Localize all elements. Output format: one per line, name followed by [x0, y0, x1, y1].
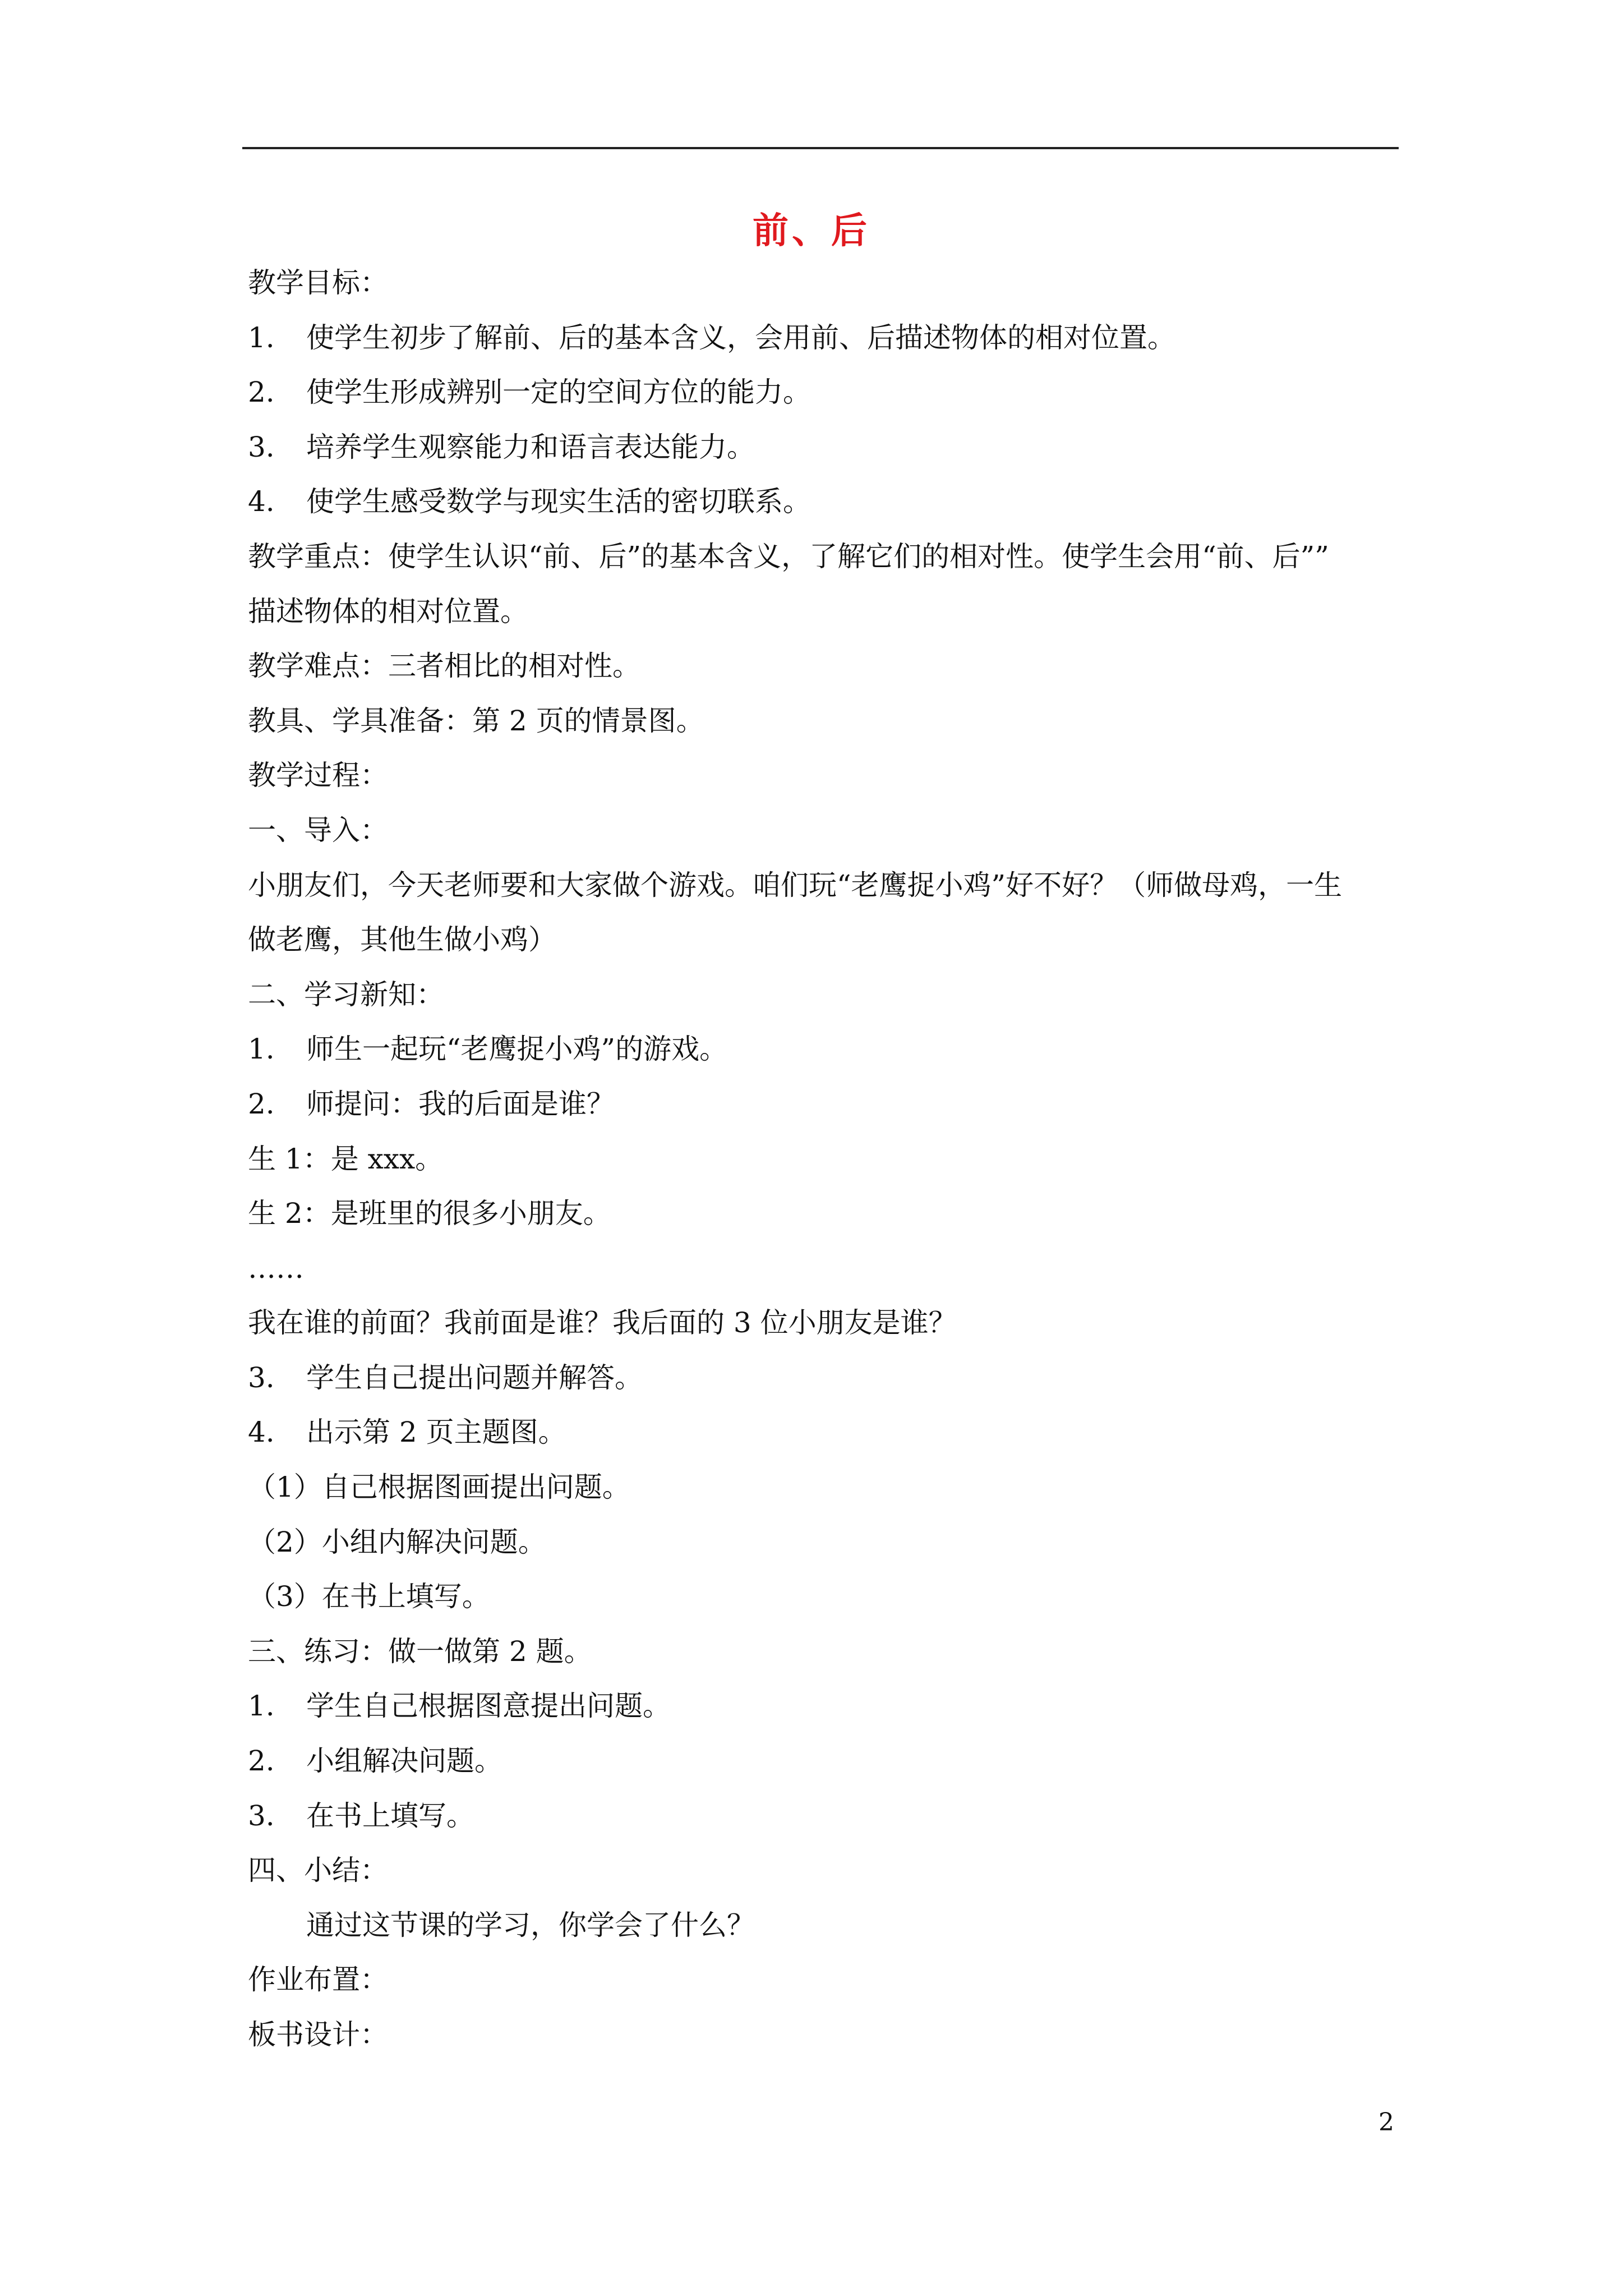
practice-heading: 三、练习：做一做第 2 题。 [248, 1635, 592, 1668]
header-rule [242, 147, 1399, 149]
practice-item: 3. 在书上填写。 [248, 1799, 474, 1832]
new-knowledge-item: 1. 师生一起玩“老鹰捉小鸡”的游戏。 [248, 1033, 728, 1066]
board-design-line: 板书设计： [248, 2018, 388, 2051]
intro-text: 小朋友们，今天老师要和大家做个游戏。咱们玩“老鹰捉小鸡”好不好？（师做母鸡，一生 [248, 868, 1343, 901]
new-knowledge-item: 3. 学生自己提出问题并解答。 [248, 1361, 643, 1394]
difficulty-line: 教学难点：三者相比的相对性。 [248, 650, 640, 683]
objective-item: 1. 使学生初步了解前、后的基本含义，会用前、后描述物体的相对位置。 [248, 321, 1175, 354]
objectives-heading: 教学目标： [248, 266, 388, 299]
sub-item: （3）在书上填写。 [248, 1580, 490, 1613]
tools-line: 教具、学具准备：第 2 页的情景图。 [248, 704, 704, 737]
new-knowledge-heading: 二、学习新知： [248, 978, 444, 1011]
intro-text: 做老鹰，其他生做小鸡） [248, 923, 556, 956]
practice-item: 2. 小组解决问题。 [248, 1745, 502, 1778]
question-line: 我在谁的前面？我前面是谁？我后面的 3 位小朋友是谁？ [248, 1306, 957, 1340]
page-title: 前、后 [753, 210, 870, 252]
key-points-line: 教学重点：使学生认识“前、后”的基本含义，了解它们的相对性。使学生会用“前、后”” [248, 540, 1329, 573]
student-answer: 生 2：是班里的很多小朋友。 [248, 1197, 611, 1230]
homework-line: 作业布置： [248, 1963, 388, 1996]
process-heading: 教学过程： [248, 759, 388, 792]
objective-item: 4. 使学生感受数学与现实生活的密切联系。 [248, 485, 811, 518]
objective-item: 3. 培养学生观察能力和语言表达能力。 [248, 430, 755, 463]
sub-item: （1）自己根据图画提出问题。 [248, 1471, 630, 1504]
objective-item: 2. 使学生形成辨别一定的空间方位的能力。 [248, 376, 811, 409]
intro-heading: 一、导入： [248, 813, 388, 846]
new-knowledge-item: 4. 出示第 2 页主题图。 [248, 1416, 566, 1449]
key-points-line: 描述物体的相对位置。 [248, 595, 528, 628]
page-number: 2 [1378, 2108, 1394, 2137]
document-body [248, 256, 1398, 2063]
summary-text: 通过这节课的学习，你学会了什么？ [306, 1908, 755, 1941]
new-knowledge-item: 2. 师提问：我的后面是谁？ [248, 1087, 615, 1120]
practice-item: 1. 学生自己根据图意提出问题。 [248, 1690, 671, 1723]
student-answer: 生 1：是 xxx。 [248, 1142, 444, 1175]
summary-heading: 四、小结： [248, 1854, 388, 1887]
sub-item: （2）小组内解决问题。 [248, 1525, 546, 1558]
ellipsis: …… [248, 1251, 304, 1285]
